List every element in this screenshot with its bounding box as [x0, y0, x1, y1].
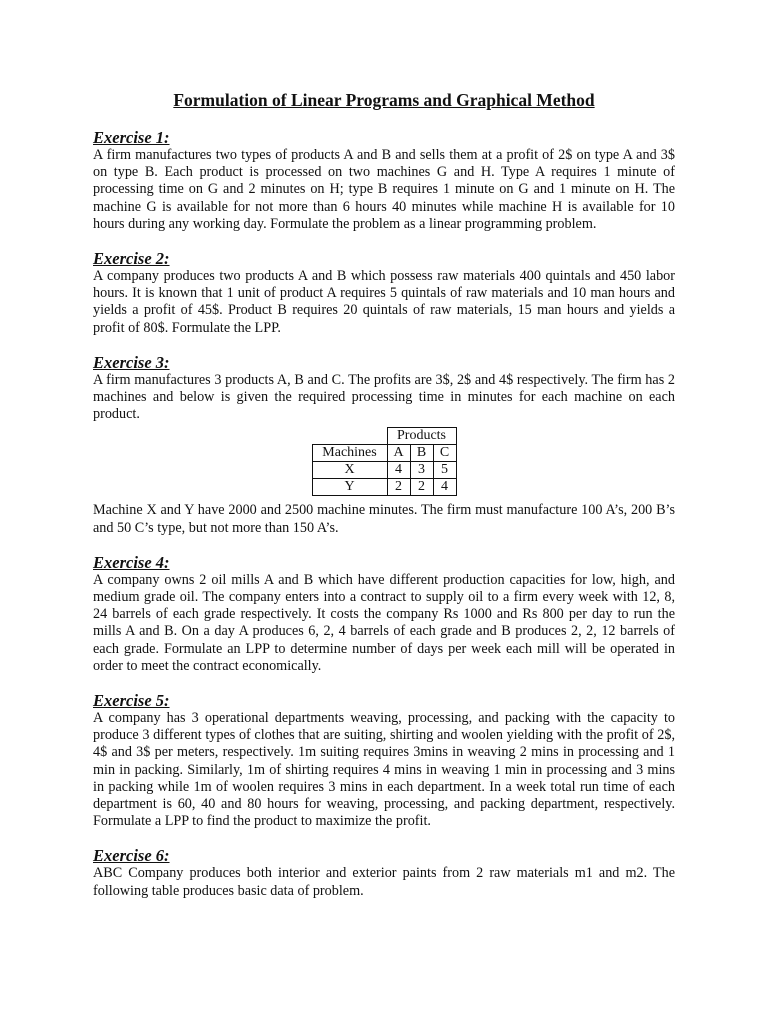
exercise-heading: Exercise 1: [93, 128, 170, 147]
table-column-header: A [387, 445, 410, 462]
exercise-heading: Exercise 5: [93, 691, 170, 711]
processing-time-table [312, 427, 457, 496]
exercise-3 [93, 353, 675, 537]
exercise-4 [93, 553, 675, 675]
table-column-header: B [410, 445, 433, 462]
table-cell: 4 [387, 462, 410, 479]
table-row [312, 428, 456, 445]
document-page [93, 88, 675, 916]
exercise-heading: Exercise 3: [93, 352, 170, 372]
exercise-heading: Exercise 4: [93, 552, 170, 572]
exercise-heading: Exercise 6: [93, 846, 170, 866]
exercise-1 [93, 128, 675, 233]
table-cell: 4 [433, 479, 456, 496]
table-group-header: Products [387, 428, 456, 445]
table-row-label: X [312, 462, 387, 479]
exercise-text: A firm manufactures two types of products A and B and sells them at a profit of 2$ on type A and 3$ on type B. Each product is processed on two machines G and H. Type A requires 1 minute of processing time on G and 2 minutes on H; type B requires 1 minute on G and 1 minute on H. The machine G is available for not more than 6 hours 40 minutes while machine H is available for 10 hours during any working day. Formulate the problem as a linear programming problem. [93, 147, 675, 232]
exercise-heading: Exercise 2: [93, 249, 170, 269]
processing-time-table-wrap [93, 427, 675, 496]
table-row [312, 479, 456, 496]
table-row [312, 445, 456, 462]
table-cell: 2 [410, 479, 433, 496]
table-cell: 5 [433, 462, 456, 479]
table-row-label: Y [312, 479, 387, 496]
exercise-5 [93, 691, 675, 830]
table-cell: 2 [387, 479, 410, 496]
exercise-text: A company has 3 operational departments weaving, processing, and packing with the capacity to produce 3 different types of clothes that are suiting, shirting and woolen yielding with the profit of 2$, 4$ and 3$ per meters, respectively. 1m suiting requires 3mins in weaving 2 mins in processing and 1 min in packing. Similarly, 1m of shirting requires 4 mins in weaving 1 min in processing and 3 mins in packing while 1m of woolen requires 3 mins in each department. In a week total run time of each department is 60, 40 and 80 hours for weaving, processing, and packing department, respectively. Formulate a LPP to find the product to maximize the profit. [93, 710, 675, 830]
exercise-text-after-table: Machine X and Y have 2000 and 2500 machine minutes. The firm must manufacture 100 A’s, 200 B’s and 50 C’s type, but not more than 150 A’s. [93, 502, 675, 536]
exercise-text: ABC Company produces both interior and exterior paints from 2 raw materials m1 and m2. The following table produces basic data of problem. [93, 865, 675, 899]
exercise-6 [93, 846, 675, 899]
table-corner-cell [312, 428, 387, 445]
table-row [312, 462, 456, 479]
table-column-header: C [433, 445, 456, 462]
exercise-text: A company owns 2 oil mills A and B which have different production capacities for low, high, and medium grade oil. The company enters into a contract to supply oil to a firm every week with 12, 8, 24 barrels of each grade respectively. It costs the company Rs 1000 and Rs 800 per day to run the mills A and B. On a day A produces 6, 2, 4 barrels of each grade and B produces 2, 2, 12 barrels of each grade. Formulate an LPP to determine number of days per week each mill will be operated in order to meet the contract economically. [93, 571, 675, 674]
table-cell: 3 [410, 462, 433, 479]
table-row-header: Machines [312, 445, 387, 462]
exercise-text: A firm manufactures 3 products A, B and C. The profits are 3$, 2$ and 4$ respectively. The firm has 2 machines and below is given the required processing time in minutes for each machine on each product. [93, 371, 675, 423]
exercise-text: A company produces two products A and B which possess raw materials 400 quintals and 450 labor hours. It is known that 1 unit of product A requires 5 quintals of raw materials and 10 man hours and yields a profit of 45$. Product B requires 20 quintals of raw materials, 15 man hours and yields a profit of 80$. Formulate the LPP. [93, 268, 675, 336]
exercise-2 [93, 249, 675, 337]
page-title: Formulation of Linear Programs and Graphical Method [173, 90, 595, 110]
